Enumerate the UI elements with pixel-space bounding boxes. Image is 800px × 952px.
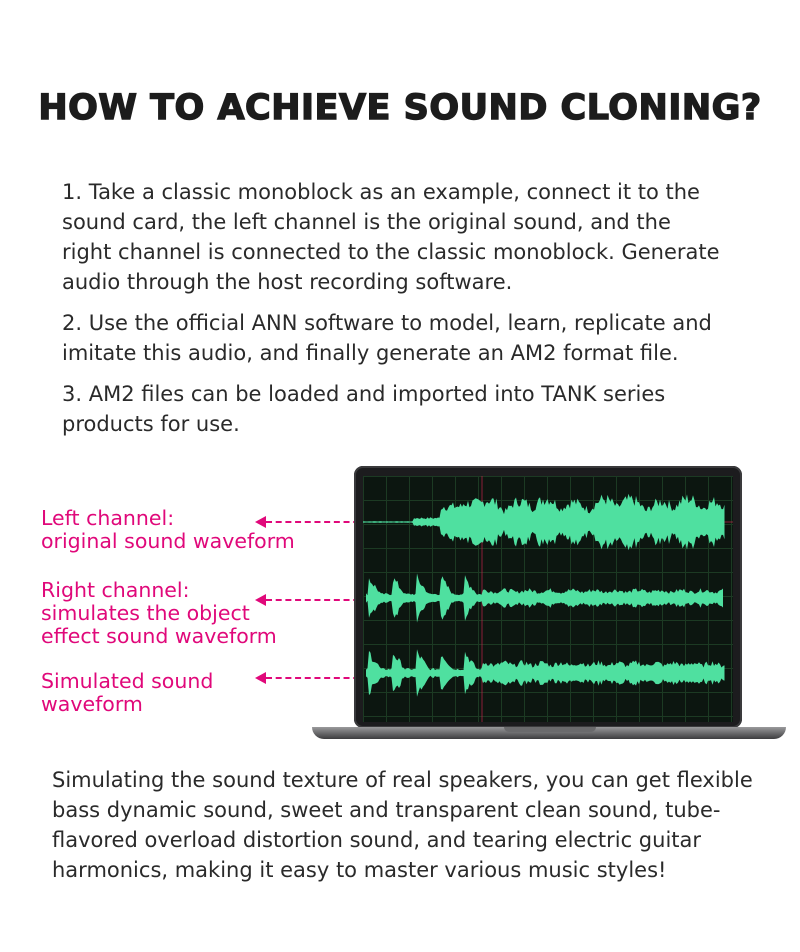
waveform-graphic [363,476,733,722]
laptop-notch [504,727,596,732]
step-2: 2. Use the official ANN software to model, learn, replicate and imitate this audio, and finally generate an AM2 format file. [62,311,712,365]
left-channel-waveform [363,494,725,551]
laptop-screen-bezel [354,466,742,728]
page-title: HOW TO ACHIEVE SOUND CLONING? [38,88,762,128]
daw-waveform-display [363,476,733,722]
left-channel-label: Left channel: original sound waveform [41,506,295,553]
simulated-sound-label: Simulated sound waveform [41,669,214,716]
arrow-head-icon [255,672,266,684]
arrow-head-icon [255,516,266,528]
right-channel-label: Right channel: simulates the object effect sound waveform [41,578,277,648]
right-channel-waveform [366,573,723,622]
arrow-head-icon [255,594,266,606]
steps-list [62,177,722,450]
step-3: 3. AM2 files can be loaded and imported into TANK series products for use. [62,382,666,436]
description-text: Simulating the sound texture of real speakers, you can get flexible bass dynamic sound, sweet and transparent clean sound, tube-flavored overload distortion sound, and tearing electric guitar harmonics, making it easy to master various music styles! [52,768,753,882]
step-1: 1. Take a classic monoblock as an example, connect it to the sound card, the left channel is the original sound, and the right channel is connected to the classic monoblock. Generate audio through the host recording software. [62,180,720,294]
simulated-sound-waveform [366,649,725,697]
